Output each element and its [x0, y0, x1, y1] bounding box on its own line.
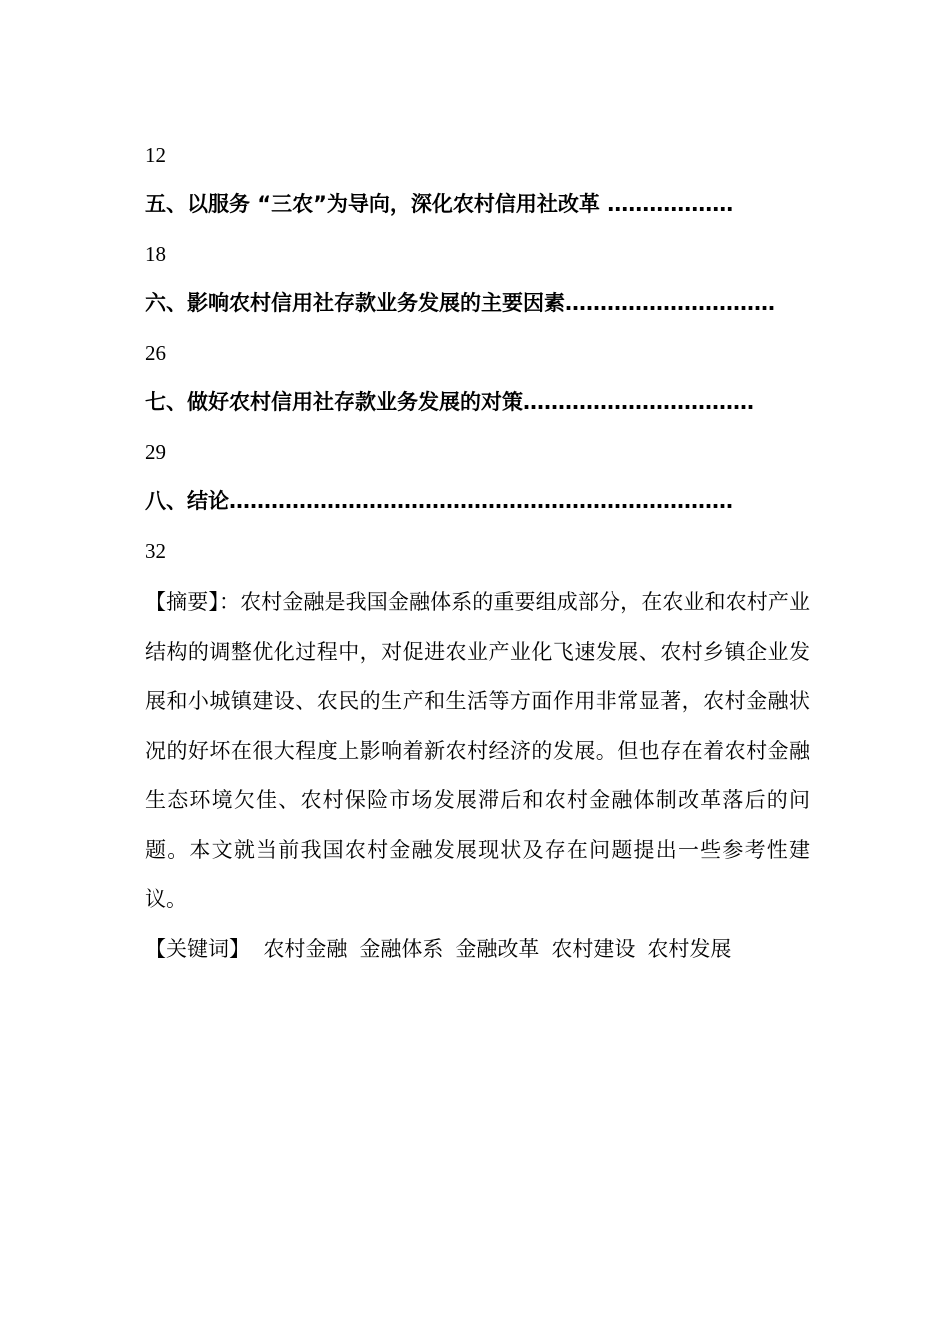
toc-page-number: 32 — [145, 539, 166, 563]
toc-entry-7: 七、做好农村信用社存款业务发展的对策…………………………… — [145, 390, 754, 414]
keywords-label: 【关键词】 — [145, 936, 250, 961]
keyword: 农村发展 — [647, 936, 732, 961]
toc-page-number: 26 — [145, 341, 166, 365]
abstract-label: 【摘要】 — [145, 590, 219, 614]
toc-entry-5: 五、以服务 “三农”为导向，深化农村信用社改革 ……………… — [145, 192, 734, 216]
toc-entry-6: 六、影响农村信用社存款业务发展的主要因素………………………… — [145, 291, 775, 315]
toc-page-number: 18 — [145, 242, 166, 266]
keyword: 金融改革 — [455, 936, 540, 961]
keyword: 农村金融 — [263, 936, 348, 961]
toc-entry-8: 八、结论……………………………………………………………… — [145, 489, 733, 513]
toc-page-number: 12 — [145, 143, 166, 167]
page-content — [145, 130, 810, 974]
keyword: 金融体系 — [359, 936, 444, 961]
keywords-line — [145, 925, 810, 975]
abstract-paragraph — [145, 578, 810, 925]
abstract-text: ：农村金融是我国金融体系的重要组成部分，在农业和农村产业结构的调整优化过程中，对促进农业产业化飞速发展、农村乡镇企业发展和小城镇建设、农民的生产和生活等方面作用非常显著，农村金融状况的好坏在很大程度上影响着新农村经济的发展。但也存在着农村金融生态环境欠佳、农村保险市场发展滞后和农村金融体制改革落后的问题。本文就当前我国农村金融发展现状及存在问题提出一些参考性建议。 — [145, 590, 810, 911]
keyword: 农村建设 — [551, 936, 636, 961]
toc-page-number: 29 — [145, 440, 166, 464]
